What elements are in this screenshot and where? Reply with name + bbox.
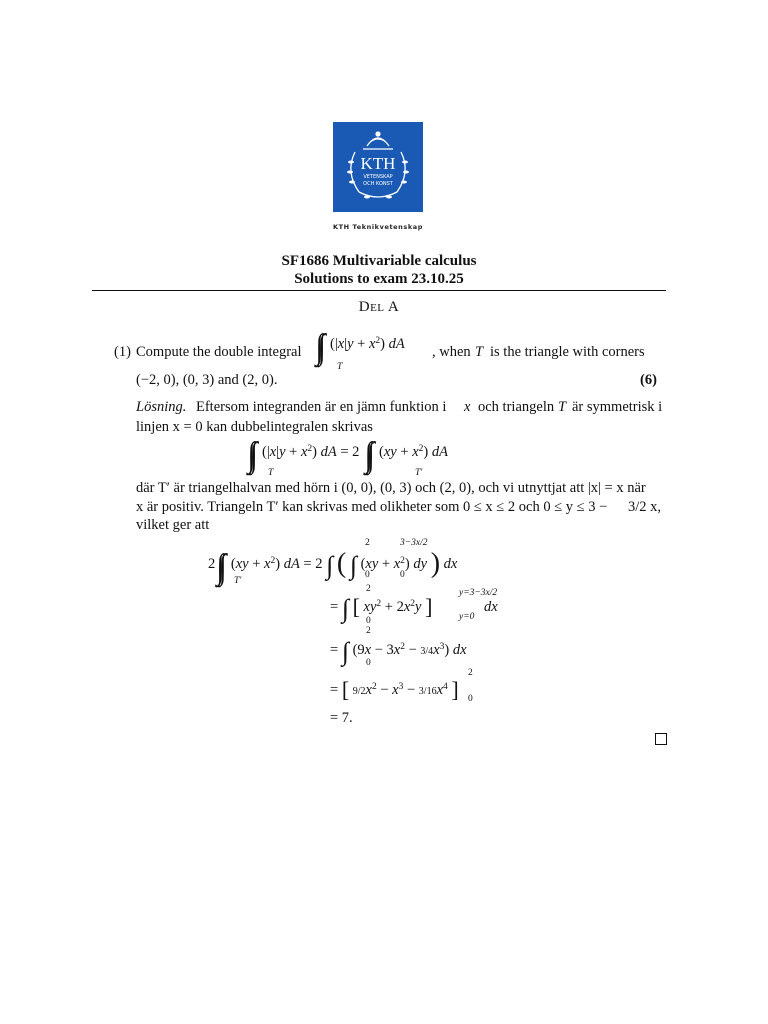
title-rule <box>92 290 666 291</box>
calc4-lower: 0 <box>468 694 473 704</box>
solution-label: Lösning. <box>136 399 187 415</box>
eq-sub-t: T <box>268 468 274 478</box>
solution-p1c: är symmetrisk i <box>572 399 663 415</box>
calc-line-4: = [ $9/2x^2 - x^3 - 3/16x^4$ ] <box>330 677 459 702</box>
calc2-lower: 0 <box>366 616 371 626</box>
calc1-upper-outer: 2 <box>365 538 370 548</box>
calc1-sub-tprime: T′ <box>234 576 242 586</box>
problem-points: (6) <box>640 372 657 388</box>
calc1-lower-inner: 0 <box>400 570 405 580</box>
problem-integral: $(|x|y + x^2)$ dA <box>330 336 405 352</box>
logo-text: KTH <box>360 154 396 173</box>
problem-text-a: Compute the double integral <box>136 344 302 360</box>
calc-line-1: 2 $(xy + x^2)$ dA = 2 ∫ ( ∫ $(xy + x^2)$ dy ) dx <box>208 548 458 580</box>
solution-p3: där T′ är triangelhalvan med hörn i (0, 0), (0, 3) och (2, 0), och vi utnyttjat att |x| = x när <box>136 480 646 496</box>
calc2-eval-lower: y=0 <box>459 612 475 622</box>
calc3-upper: 2 <box>366 626 371 636</box>
calc1-upper-inner: 3−3x/2 <box>400 538 428 548</box>
solution-p4: x är positiv. Triangeln T′ kan skrivas med olikheter som 0 ≤ x ≤ 2 och 0 ≤ y ≤ 3 − <box>136 499 608 515</box>
logo-line1: VETENSKAP <box>363 174 393 180</box>
calc-line-2: = ∫ [ $xy^2 + 2x^2y$ ] dx <box>330 594 498 623</box>
calc3-lower: 0 <box>366 658 371 668</box>
logo-line2: OCH KONST <box>363 181 393 187</box>
calc-result: = 7. <box>330 710 353 726</box>
calc-line-3: = ∫ $(9x - 3x^2 - 3/4x^3)$ dx <box>330 637 467 666</box>
problem-corners: (−2, 0), (0, 3) and (2, 0). <box>136 372 278 388</box>
problem-var-t: T <box>475 344 484 360</box>
solution-p1b: och triangeln <box>478 399 555 415</box>
section-heading: Del A <box>358 299 400 315</box>
kth-logo <box>333 122 423 212</box>
logo-caption: KTH Teknikvetenskap <box>332 223 424 231</box>
symmetry-equation: $(|x|y + x^2)$ dA = 2 $(xy + x^2)$ dA <box>262 444 448 460</box>
calc4-upper: 2 <box>468 668 473 678</box>
course-title: SF1686 Multivariable calculus <box>281 253 477 269</box>
eq-sub-tprime: T′ <box>415 468 423 478</box>
solution-var-t: T <box>558 399 567 415</box>
solution-p1a: Eftersom integranden är en jämn funktion i <box>196 399 447 415</box>
calc2-upper: 2 <box>366 584 371 594</box>
problem-text-c: is the triangle with corners <box>490 344 645 360</box>
qed-box-icon <box>655 733 667 745</box>
solution-p5: vilket ger att <box>136 517 210 533</box>
calc1-lower-outer: 0 <box>365 570 370 580</box>
problem-text-b: , when <box>432 344 471 360</box>
calc2-eval-upper: y=3−3x/2 <box>459 588 498 598</box>
problem-integral-sub: T <box>337 362 343 372</box>
exam-subtitle: Solutions to exam 23.10.25 <box>294 271 464 287</box>
problem-number: (1) <box>114 344 131 360</box>
solution-p2: linjen x = 0 kan dubbelintegralen skrivas <box>136 419 373 435</box>
solution-p4-frac: 3/2 x, <box>628 499 662 515</box>
solution-var-x: x <box>464 399 471 415</box>
